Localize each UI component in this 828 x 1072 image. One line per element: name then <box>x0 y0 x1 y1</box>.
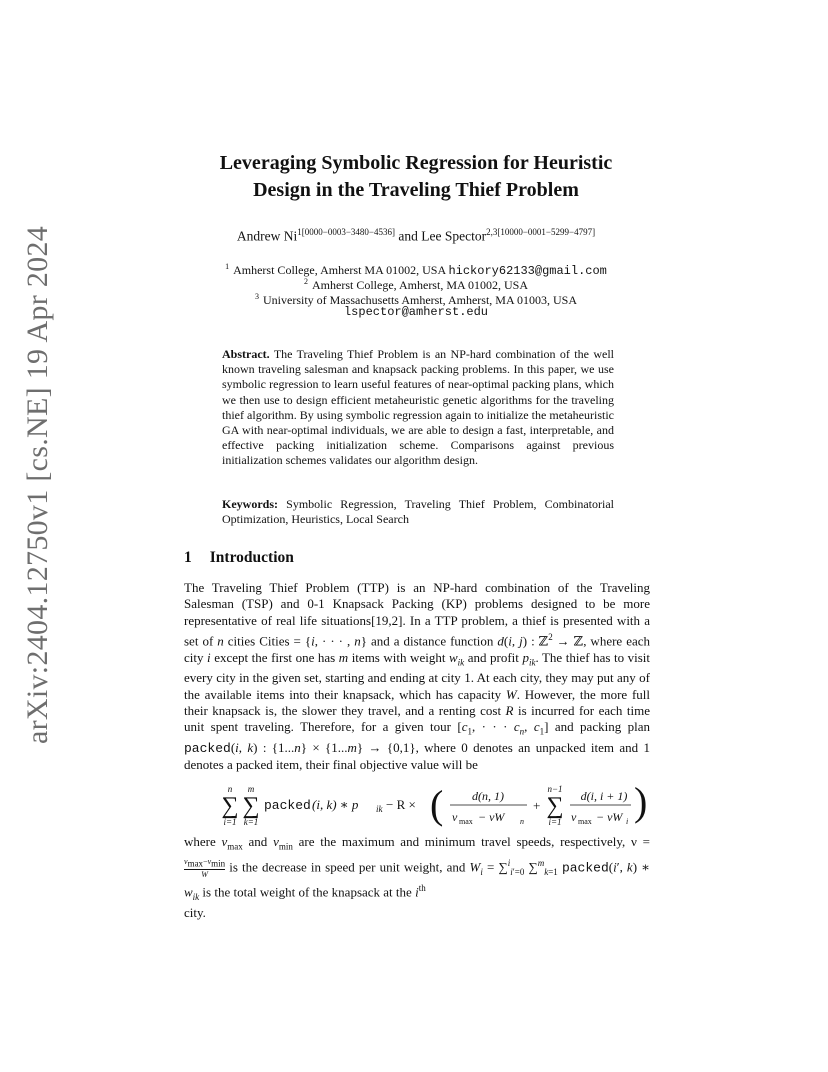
intro-text: . The thief has to visit every city in the given set, starting and ending at city 1. At each city, they may put any of the available items into their knapsack, which has capacity <box>184 649 651 702</box>
intro-text: is incurred for each time unit spent traveling. Therefore, for a given tour <box>184 703 650 735</box>
nu-fraction: $v_{max}-v_{min}$ W <box>184 857 226 880</box>
sum-2-lower: k=1 <box>243 817 259 827</box>
intro-paragraph: The Traveling Thief Problem (TTP) is an NP-hard combination of the Traveling Salesman (TSP) and 0-1 Knapsack Packing (KP) problems designed to be more representative of real life situations[19,2]. In a TTP problem, a thief is presented with a set of n cities Cities = {i, · · · , n} and a distance function d(i, j) : ℤ$^2$ → ℤ, where each city i except the first one has m items with weight $w_{ik}$ and profit $p_{ik}$. The thief has to visit every city in the given set, starting and ending at city 1. At each city, they may put any of the available items into their knapsack, which has capacity W. However, the more full their knapsack is, the slower they travel, and a renting cost R is incurred for each time unit spent traveling. Therefore, for a given tour [$c_1$, · · · $c_n$, $c_1$] and packing plan packed(i, k) : {1...n} × {1...m} → {0,1}, where 0 denotes an unpacked item and 1 denotes a packed item, their final objective value will be <box>184 580 651 773</box>
post-text: are the maximum and minimum travel speeds, respectively, ν = <box>292 834 651 849</box>
post-text: is the decrease in speed per unit weight, and <box>225 859 470 875</box>
p-subscript: ik <box>376 804 383 814</box>
frac-1-denominator-sub: max <box>459 817 473 826</box>
post-text: where <box>184 834 222 849</box>
section-number: 1 <box>184 549 192 566</box>
intro-text: and packing plan <box>548 719 650 735</box>
frac-2-denominator-rest: − νW <box>596 810 623 824</box>
author-1-name: Andrew Ni <box>236 228 298 244</box>
objective-equation <box>216 780 636 836</box>
affiliation-1-mark: 1 <box>225 262 230 271</box>
intro-text: } → {0,1}, where 0 denotes an unpacked item and 1 denotes a packed item, their final objective value will be <box>184 740 650 773</box>
packed-function: packed <box>264 798 311 813</box>
sum-2-upper: m <box>247 784 255 794</box>
lspector-email[interactable]: lspector@amherst.edu <box>343 305 489 319</box>
affiliation-3-mark: 3 <box>255 292 259 301</box>
right-paren: ) <box>634 779 648 824</box>
keywords <box>222 497 614 527</box>
arxiv-identifier-stamp <box>18 225 58 745</box>
frac-2-denominator-sub2: i <box>626 817 629 826</box>
author-list <box>140 227 692 245</box>
affiliation-2-text: Amherst College, Amherst, MA 01002, USA <box>312 278 528 292</box>
frac-1-denominator-v: v <box>452 810 458 824</box>
sum-1-lower: i=1 <box>223 817 237 827</box>
term-1-args: (i, k) ∗ p <box>312 797 359 812</box>
intro-text: The Traveling Thief Problem (TTP) is an NP-hard combination of the Traveling Salesman (TSP) and 0-1 Knapsack Packing (KP) problems designed to be more representative of real life situations[19,2]. In a TTP problem, a thief is presented with a set of <box>184 580 650 649</box>
post-equation-paragraph: where $v_{max}$ and $v_{min}$ are the maximum and minimum travel speeds, respectively, ν = $v_{max}-v_{min}$ W is the decrease in speed per unit weight, and $W_i = \sum^i_{i'=0}$ ∑$^m_{k=1}$ packed(i′, k) ∗ $w_{ik}$ is the total weight of the knapsack at the $i^{th}$ city. <box>184 834 651 921</box>
frac-1-denominator-sub2: n <box>520 817 524 826</box>
intro-text: , where each city <box>184 633 651 665</box>
intro-text: : {1... <box>257 740 295 756</box>
intro-text: cities Cities = { <box>223 633 312 649</box>
title-line-2: Design in the Traveling Thief Problem <box>253 179 579 201</box>
intro-text: and profit <box>464 649 523 665</box>
sum-1-sigma: ∑ <box>221 793 239 819</box>
author-1-orcid: 1[0000−0003−3480−4536] <box>297 227 396 237</box>
post-text: is the total weight of the knapsack at the <box>199 884 416 900</box>
intro-text: } and a distance function <box>360 633 498 649</box>
affiliation-1-text: Amherst College, Amherst MA 01002, USA <box>233 263 446 277</box>
affiliation-1-email[interactable]: hickory62133@gmail.com <box>448 264 607 278</box>
author-2-name: Lee Spector <box>421 228 487 244</box>
paper-title <box>150 150 682 204</box>
keywords-text: Symbolic Regression, Traveling Thief Problem, Combinatorial Optimization, Heuristics, Local Search <box>222 497 615 527</box>
intro-text: items with weight <box>348 649 449 665</box>
minus-r-times: − R × <box>386 797 416 812</box>
title-line-1: Leveraging Symbolic Regression for Heuristic <box>219 152 613 174</box>
keywords-label: Keywords: <box>222 497 278 511</box>
frac-2-denominator-v: v <box>571 810 577 824</box>
section-heading <box>184 549 294 567</box>
sum-3-sigma: ∑ <box>546 793 564 819</box>
affiliation-3-email[interactable] <box>150 304 682 320</box>
post-text: city. <box>184 905 206 921</box>
sum-3-upper: n−1 <box>547 784 563 794</box>
intro-text: . However, the more full their knapsack is, the slower they travel, and a renting cost <box>184 686 651 718</box>
abstract <box>222 347 614 469</box>
affiliation-3-text: University of Massachusetts Amherst, Amherst, MA 01003, USA <box>263 293 577 307</box>
arxiv-id-text: arXiv:2404.12750v1 [cs.NE] 19 Apr 2024 <box>21 225 54 745</box>
sum-3-lower: i=1 <box>548 817 562 827</box>
sum-2-sigma: ∑ <box>242 793 260 819</box>
abstract-text: The Traveling Thief Problem is an NP-hard combination of the well known traveling salesman and knapsack packing problems. In this paper, we use symbolic regression to learn useful features of near-optimal packing plans, which we then use to design efficient metaheuristic genetic algorithms for the traveling thief algorithm. By using symbolic regression again to initialize the metaheuristic GA with near-optimal individuals, we are able to design a fast, interpretable, and effective packing initialization scheme. Comparisons against previous initialization schemes validates our algorithm design. <box>222 347 614 468</box>
author-conjunction: and <box>398 228 418 244</box>
section-title: Introduction <box>209 549 294 566</box>
frac-1-numerator: d(n, 1) <box>472 789 504 803</box>
left-paren: ( <box>430 782 444 827</box>
frac-1-denominator-rest: − νW <box>478 810 505 824</box>
frac-2-denominator-sub: max <box>578 817 592 826</box>
intro-text: except the first one has <box>210 649 339 665</box>
sum-1-upper: n <box>227 784 233 794</box>
plus-sign: + <box>533 798 541 813</box>
post-text: = <box>482 859 499 875</box>
affiliation-2-mark: 2 <box>304 277 308 286</box>
intro-text: } × {1... <box>300 740 348 756</box>
abstract-label: Abstract. <box>222 347 270 361</box>
post-text: and <box>242 834 274 849</box>
frac-2-numerator: d(i, i + 1) <box>580 789 628 803</box>
author-2-orcid: 2,3[10000−0001−5299−4797] <box>486 227 596 237</box>
